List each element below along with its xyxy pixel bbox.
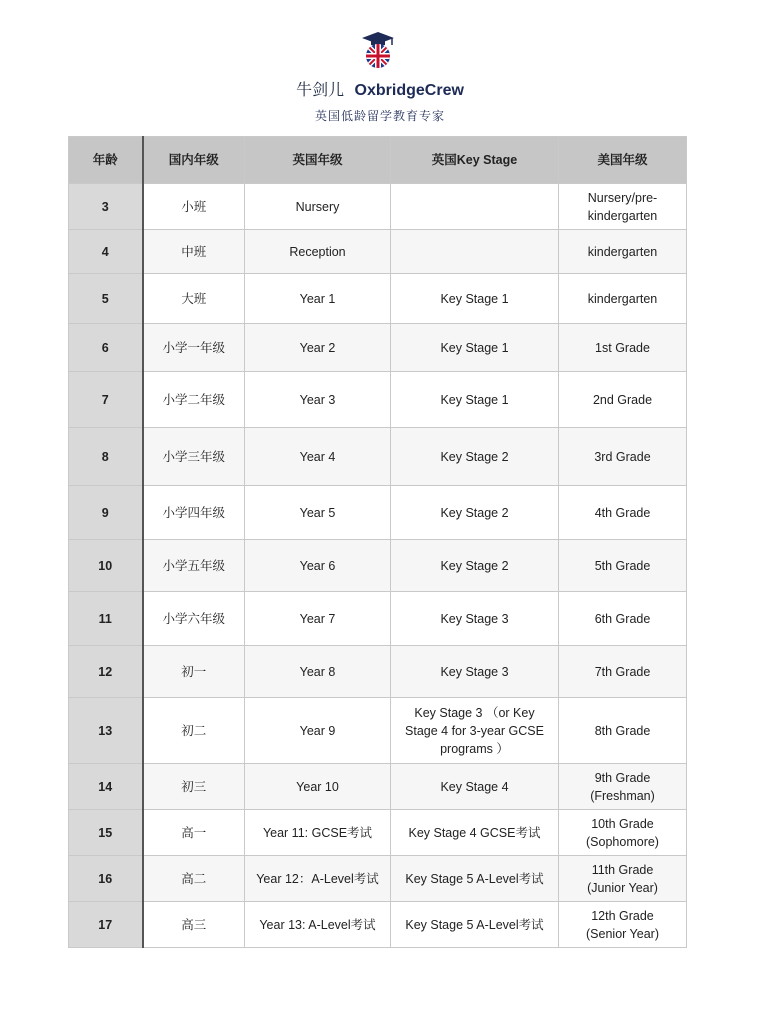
age-cell: 6 bbox=[69, 324, 143, 372]
uk-key-stage-cell: Key Stage 2 bbox=[391, 486, 559, 540]
table-row bbox=[69, 810, 687, 856]
age-cell: 8 bbox=[69, 428, 143, 486]
table-row bbox=[69, 324, 687, 372]
us-grade-cell: 9th Grade (Freshman) bbox=[559, 764, 687, 810]
us-grade-cell: kindergarten bbox=[559, 274, 687, 324]
age-cell: 17 bbox=[69, 902, 143, 948]
uk-key-stage-cell: Key Stage 2 bbox=[391, 540, 559, 592]
uk-key-stage-cell: Key Stage 2 bbox=[391, 428, 559, 486]
age-cell: 9 bbox=[69, 486, 143, 540]
us-grade-cell: 2nd Grade bbox=[559, 372, 687, 428]
us-grade-cell: 3rd Grade bbox=[559, 428, 687, 486]
age-cell: 15 bbox=[69, 810, 143, 856]
us-grade-cell: 8th Grade bbox=[559, 698, 687, 764]
china-grade-cell: 小学五年级 bbox=[143, 540, 245, 592]
uk-grade-cell: Year 6 bbox=[245, 540, 391, 592]
uk-grade-cell: Year 10 bbox=[245, 764, 391, 810]
uk-grade-cell: Year 5 bbox=[245, 486, 391, 540]
uk-grade-cell: Year 1 bbox=[245, 274, 391, 324]
uk-grade-cell: Year 13: A-Level考试 bbox=[245, 902, 391, 948]
table-row bbox=[69, 428, 687, 486]
uk-grade-cell: Year 12：A-Level考试 bbox=[245, 856, 391, 902]
uk-grade-cell: Year 3 bbox=[245, 372, 391, 428]
us-grade-cell: 7th Grade bbox=[559, 646, 687, 698]
column-header-us-grade: 美国年级 bbox=[559, 137, 687, 184]
china-grade-cell: 小学四年级 bbox=[143, 486, 245, 540]
china-grade-cell: 中班 bbox=[143, 230, 245, 274]
us-grade-cell: kindergarten bbox=[559, 230, 687, 274]
age-cell: 10 bbox=[69, 540, 143, 592]
table-row bbox=[69, 486, 687, 540]
china-grade-cell: 高一 bbox=[143, 810, 245, 856]
table-row bbox=[69, 764, 687, 810]
age-cell: 11 bbox=[69, 592, 143, 646]
china-grade-cell: 小班 bbox=[143, 184, 245, 230]
china-grade-cell: 小学一年级 bbox=[143, 324, 245, 372]
table-row bbox=[69, 230, 687, 274]
column-header-uk-grade: 英国年级 bbox=[245, 137, 391, 184]
china-grade-cell: 小学二年级 bbox=[143, 372, 245, 428]
table-row bbox=[69, 592, 687, 646]
table-row bbox=[69, 646, 687, 698]
table-header-row bbox=[69, 137, 687, 184]
age-cell: 16 bbox=[69, 856, 143, 902]
uk-key-stage-cell: Key Stage 1 bbox=[391, 274, 559, 324]
uk-grade-cell: Nursery bbox=[245, 184, 391, 230]
china-grade-cell: 初二 bbox=[143, 698, 245, 764]
brand-name-en: OxbridgeCrew bbox=[354, 82, 464, 99]
table-row bbox=[69, 372, 687, 428]
uk-key-stage-cell: Key Stage 5 A-Level考试 bbox=[391, 902, 559, 948]
china-grade-cell: 高二 bbox=[143, 856, 245, 902]
table-row bbox=[69, 274, 687, 324]
china-grade-cell: 初一 bbox=[143, 646, 245, 698]
us-grade-cell: 12th Grade (Senior Year) bbox=[559, 902, 687, 948]
column-header-age: 年龄 bbox=[69, 137, 143, 184]
brand-name-cn: 牛剑儿 bbox=[296, 82, 345, 99]
uk-key-stage-cell: Key Stage 3 bbox=[391, 646, 559, 698]
table-row bbox=[69, 856, 687, 902]
uk-grade-cell: Year 4 bbox=[245, 428, 391, 486]
uk-key-stage-cell: Key Stage 1 bbox=[391, 324, 559, 372]
column-header-uk-key-stage: 英国Key Stage bbox=[391, 137, 559, 184]
us-grade-cell: 10th Grade (Sophomore) bbox=[559, 810, 687, 856]
column-header-china-grade: 国内年级 bbox=[143, 137, 245, 184]
age-cell: 4 bbox=[69, 230, 143, 274]
china-grade-cell: 大班 bbox=[143, 274, 245, 324]
us-grade-cell: 6th Grade bbox=[559, 592, 687, 646]
china-grade-cell: 初三 bbox=[143, 764, 245, 810]
uk-key-stage-cell bbox=[391, 230, 559, 274]
age-cell: 3 bbox=[69, 184, 143, 230]
us-grade-cell: Nursery/pre- kindergarten bbox=[559, 184, 687, 230]
grade-comparison-table bbox=[68, 136, 687, 948]
uk-key-stage-cell: Key Stage 3 （or Key Stage 4 for 3-year GCSE programs ） bbox=[391, 698, 559, 764]
uk-grade-cell: Year 2 bbox=[245, 324, 391, 372]
union-jack-graduation-cap-icon bbox=[360, 30, 396, 70]
age-cell: 14 bbox=[69, 764, 143, 810]
age-cell: 5 bbox=[69, 274, 143, 324]
us-grade-cell: 1st Grade bbox=[559, 324, 687, 372]
uk-key-stage-cell: Key Stage 3 bbox=[391, 592, 559, 646]
uk-key-stage-cell: Key Stage 4 bbox=[391, 764, 559, 810]
us-grade-cell: 5th Grade bbox=[559, 540, 687, 592]
uk-grade-cell: Year 8 bbox=[245, 646, 391, 698]
china-grade-cell: 小学三年级 bbox=[143, 428, 245, 486]
china-grade-cell: 高三 bbox=[143, 902, 245, 948]
china-grade-cell: 小学六年级 bbox=[143, 592, 245, 646]
age-cell: 12 bbox=[69, 646, 143, 698]
uk-grade-cell: Reception bbox=[245, 230, 391, 274]
uk-grade-cell: Year 7 bbox=[245, 592, 391, 646]
brand-subtitle: 英国低龄留学教育专家 bbox=[314, 109, 445, 123]
age-cell: 13 bbox=[69, 698, 143, 764]
table-row bbox=[69, 540, 687, 592]
table-row bbox=[69, 698, 687, 764]
uk-key-stage-cell: Key Stage 5 A-Level考试 bbox=[391, 856, 559, 902]
uk-key-stage-cell: Key Stage 1 bbox=[391, 372, 559, 428]
us-grade-cell: 4th Grade bbox=[559, 486, 687, 540]
uk-grade-cell: Year 9 bbox=[245, 698, 391, 764]
age-cell: 7 bbox=[69, 372, 143, 428]
uk-grade-cell: Year 11: GCSE考试 bbox=[245, 810, 391, 856]
uk-key-stage-cell bbox=[391, 184, 559, 230]
us-grade-cell: 11th Grade (Junior Year) bbox=[559, 856, 687, 902]
table-row bbox=[69, 184, 687, 230]
table-row bbox=[69, 902, 687, 948]
uk-key-stage-cell: Key Stage 4 GCSE考试 bbox=[391, 810, 559, 856]
brand-title bbox=[0, 77, 760, 100]
